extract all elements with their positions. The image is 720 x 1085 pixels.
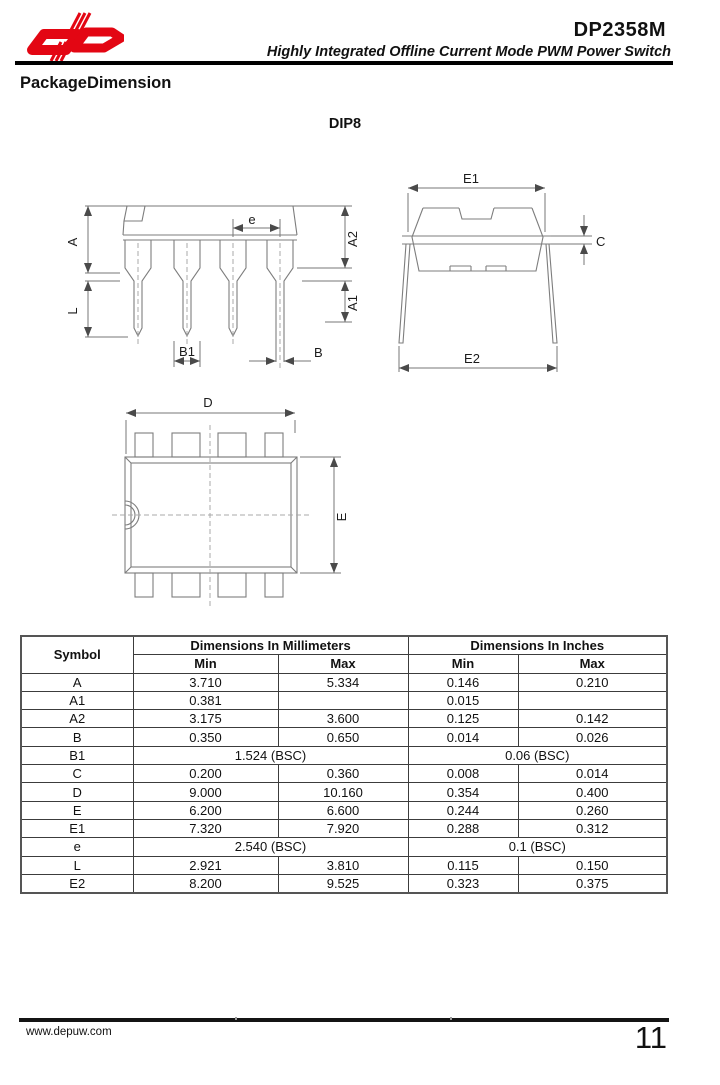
table-cell: 3.600 xyxy=(278,710,408,728)
table-cell: 0.260 xyxy=(518,801,667,819)
dim-label-L: L xyxy=(65,307,80,315)
table-row xyxy=(21,838,667,856)
dim-label-E2: E2 xyxy=(464,351,480,366)
dim-label-B1: B1 xyxy=(179,344,195,359)
page-number: 11 xyxy=(634,1020,667,1055)
table-row xyxy=(21,710,667,728)
table-cell: 10.160 xyxy=(278,783,408,801)
company-logo xyxy=(18,8,124,66)
col-header-mm-max: Max xyxy=(278,655,408,673)
col-group-inches: Dimensions In Inches xyxy=(408,636,667,655)
table-cell: 2.921 xyxy=(133,856,278,874)
table-cell: 8.200 xyxy=(133,874,278,893)
table-cell: e xyxy=(21,838,133,856)
table-cell: 5.334 xyxy=(278,673,408,691)
dim-label-e: e xyxy=(248,212,256,227)
table-cell: 0.210 xyxy=(518,673,667,691)
section-title: PackageDimension xyxy=(20,74,172,92)
table-cell: E1 xyxy=(21,819,133,837)
table-row xyxy=(21,874,667,893)
table-cell: 0.200 xyxy=(133,765,278,783)
table-cell: 0.06 (BSC) xyxy=(408,746,667,764)
table-row xyxy=(21,819,667,837)
table-row xyxy=(21,746,667,764)
table-row xyxy=(21,728,667,746)
table-cell: 0.288 xyxy=(408,819,518,837)
table-cell: 0.142 xyxy=(518,710,667,728)
table-cell: 0.008 xyxy=(408,765,518,783)
table-cell: 0.115 xyxy=(408,856,518,874)
table-cell: 1.524 (BSC) xyxy=(133,746,408,764)
table-cell: 0.146 xyxy=(408,673,518,691)
table-cell: 0.381 xyxy=(133,691,278,709)
table-cell: 7.920 xyxy=(278,819,408,837)
footer-rule-tick xyxy=(235,1017,237,1020)
table-cell: 3.810 xyxy=(278,856,408,874)
dimensions-table xyxy=(20,635,668,894)
table-cell: B xyxy=(21,728,133,746)
col-header-symbol: Symbol xyxy=(21,636,133,673)
table-cell: 0.350 xyxy=(133,728,278,746)
table-cell: L xyxy=(21,856,133,874)
dim-label-B: B xyxy=(314,345,323,360)
table-row xyxy=(21,856,667,874)
table-cell: 0.244 xyxy=(408,801,518,819)
col-group-millimeters: Dimensions In Millimeters xyxy=(133,636,408,655)
dim-label-D: D xyxy=(203,395,213,410)
table-cell: 0.323 xyxy=(408,874,518,893)
table-cell: A xyxy=(21,673,133,691)
table-cell: 0.1 (BSC) xyxy=(408,838,667,856)
front-view-drawing xyxy=(65,206,360,370)
dim-label-A: A xyxy=(65,237,80,247)
table-cell: 0.150 xyxy=(518,856,667,874)
table-cell: 6.600 xyxy=(278,801,408,819)
table-cell: 0.360 xyxy=(278,765,408,783)
top-view-drawing xyxy=(112,395,349,606)
col-header-in-min: Min xyxy=(408,655,518,673)
table-cell: 0.650 xyxy=(278,728,408,746)
package-name: DIP8 xyxy=(328,116,362,132)
logo-right-link xyxy=(74,32,121,48)
part-number: DP2358M xyxy=(573,19,666,41)
footer-rule xyxy=(19,1018,669,1022)
table-cell: D xyxy=(21,783,133,801)
table-cell: C xyxy=(21,765,133,783)
table-cell: E2 xyxy=(21,874,133,893)
table-cell: A1 xyxy=(21,691,133,709)
header-rule xyxy=(15,61,673,65)
table-cell: B1 xyxy=(21,746,133,764)
table-row xyxy=(21,673,667,691)
website-url: www.depuw.com xyxy=(26,1026,112,1038)
dim-label-C: C xyxy=(596,234,606,249)
side-view-drawing xyxy=(399,171,605,372)
table-cell xyxy=(278,691,408,709)
table-cell: 0.312 xyxy=(518,819,667,837)
table-row xyxy=(21,801,667,819)
table-cell: 0.026 xyxy=(518,728,667,746)
table-cell: 3.175 xyxy=(133,710,278,728)
table-row xyxy=(21,691,667,709)
table-cell: 0.014 xyxy=(408,728,518,746)
package-drawing xyxy=(0,145,720,620)
dim-label-E: E xyxy=(334,512,349,522)
dim-label-E1: E1 xyxy=(463,171,479,186)
col-header-in-max: Max xyxy=(518,655,667,673)
table-cell: 7.320 xyxy=(133,819,278,837)
table-cell xyxy=(518,691,667,709)
table-cell: 0.125 xyxy=(408,710,518,728)
col-header-mm-min: Min xyxy=(133,655,278,673)
footer-rule-tick xyxy=(450,1017,452,1020)
table-cell: E xyxy=(21,801,133,819)
table-cell: 3.710 xyxy=(133,673,278,691)
table-cell: 0.015 xyxy=(408,691,518,709)
table-cell: A2 xyxy=(21,710,133,728)
dim-label-A1: A1 xyxy=(345,295,360,311)
table-cell: 0.354 xyxy=(408,783,518,801)
table-row xyxy=(21,765,667,783)
table-row xyxy=(21,783,667,801)
table-cell: 9.000 xyxy=(133,783,278,801)
table-cell: 0.400 xyxy=(518,783,667,801)
table-cell: 0.375 xyxy=(518,874,667,893)
table-cell: 9.525 xyxy=(278,874,408,893)
table-cell: 0.014 xyxy=(518,765,667,783)
dim-label-A2: A2 xyxy=(345,231,360,247)
document-subtitle: Highly Integrated Offline Current Mode PWM Power Switch xyxy=(266,44,671,60)
table-cell: 6.200 xyxy=(133,801,278,819)
table-cell: 2.540 (BSC) xyxy=(133,838,408,856)
